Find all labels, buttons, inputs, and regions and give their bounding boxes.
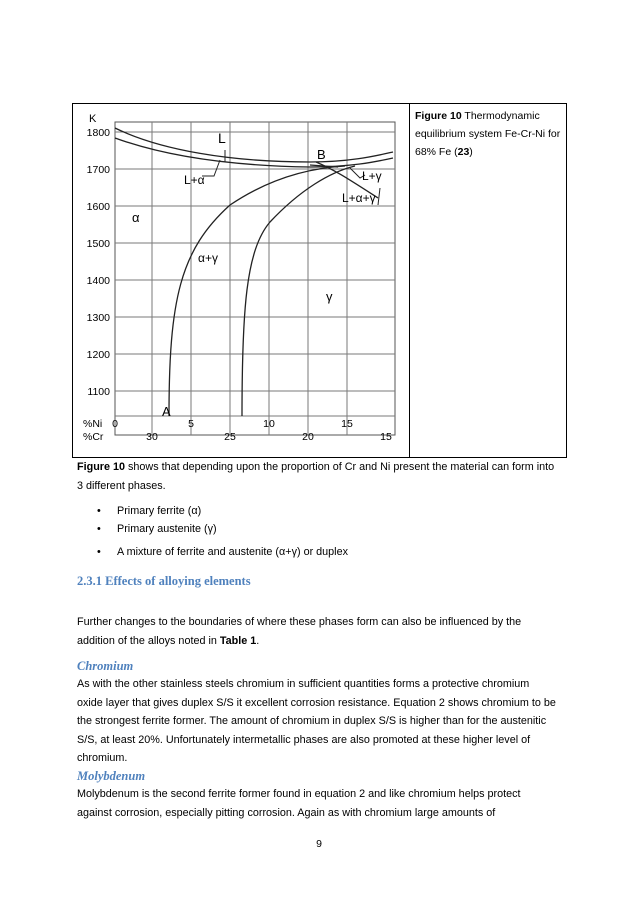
y-tick: 1500 (86, 238, 110, 250)
bullet-item: A mixture of ferrite and austenite (α+γ) or duplex (117, 546, 348, 558)
paragraph-line: Further changes to the boundaries of where these phases form can also be influenced by the (77, 616, 522, 628)
paragraph-line: As with the other stainless steels chromium in sufficient quantities forms a protective chromium (77, 678, 530, 690)
y-tick: 1400 (86, 275, 110, 287)
paragraph-alloys (77, 613, 577, 650)
table-reference: Table 1 (219, 634, 257, 647)
cr-tick: 20 (302, 431, 314, 443)
y-tick-labels (87, 127, 111, 398)
paragraph-text: shows that depending upon the proportion of Cr and Ni present the material can form into (125, 461, 555, 473)
y-tick: 1200 (86, 349, 110, 361)
region-label-l-gamma: L+γ (362, 169, 382, 183)
bullet-item: Primary austenite (γ) (117, 523, 217, 535)
point-label-a: A (162, 404, 171, 419)
paragraph-line: S/S, at least 20%. Unfortunately intermetallic phases are also promoted at these higher level of (77, 733, 531, 746)
ferrite-austenite-boundary-left (169, 166, 345, 416)
paragraph-line: chromium. (77, 752, 128, 764)
molybdenum-paragraph (77, 785, 577, 822)
y-tick: 1100 (87, 386, 110, 398)
chromium-paragraph (77, 675, 577, 768)
caption-close: ) (469, 146, 473, 158)
ni-tick: 15 (341, 418, 353, 430)
paragraph-text: addition of the alloys noted in (77, 634, 220, 647)
liquidus-lower (115, 138, 393, 167)
paragraph-intro (77, 458, 577, 495)
y-tick: 1800 (86, 127, 110, 139)
phase-boundaries (115, 128, 393, 416)
ni-tick: 5 (188, 418, 194, 430)
caption-text: Thermodynamic equilibrium system Fe-Cr-Ni for 68% Fe ( (415, 110, 561, 158)
paragraph-line: 3 different phases. (77, 479, 166, 492)
region-label-alpha: α (132, 210, 140, 225)
point-label-b: B (317, 147, 326, 162)
chromium-heading: Chromium (77, 659, 134, 673)
bullet-icon: • (97, 523, 101, 535)
cr-tick: 15 (380, 431, 392, 443)
region-label-l: L (218, 130, 226, 146)
region-label-l-alpha: L+α (184, 173, 205, 187)
caption-ref: 23 (457, 146, 470, 158)
bullet-icon: • (97, 546, 101, 558)
liquidus-upper (115, 128, 393, 162)
paragraph-line: the strongest ferrite former. The amount of chromium in duplex S/S is higher than for the austenitic (77, 715, 547, 727)
page-number: 9 (316, 838, 322, 850)
molybdenum-heading: Molybdenum (77, 769, 146, 783)
section-heading: 2.3.1 Effects of alloying elements (77, 574, 251, 588)
paragraph-text: . (256, 634, 260, 647)
paragraph-line (77, 458, 577, 477)
paragraph-line: Molybdenum is the second ferrite former found in equation 2 and like chromium helps protect (77, 788, 521, 800)
ferrite-austenite-boundary-right (242, 166, 355, 416)
unit-label: K (89, 113, 97, 125)
bullet-item: Primary ferrite (α) (117, 505, 202, 517)
figure-reference: Figure 10 (77, 461, 126, 473)
y-tick: 1300 (86, 312, 110, 324)
region-label-alpha-gamma: α+γ (198, 251, 218, 265)
x-axis-labels (83, 418, 392, 443)
paragraph-line: oxide layer that gives duplex S/S it excellent corrosion resistance. Equation 2 shows chromium to be (77, 696, 556, 709)
cr-tick: 30 (146, 431, 158, 443)
figure-table-divider (409, 103, 410, 458)
ni-axis-label: %Ni (83, 418, 103, 430)
region-label-gamma: γ (326, 289, 333, 304)
ni-tick: 0 (112, 418, 118, 430)
figure-caption (415, 107, 563, 161)
cr-axis-label: %Cr (83, 431, 104, 443)
y-tick: 1600 (86, 201, 110, 213)
phase-diagram (80, 110, 406, 448)
diagram-grid (115, 122, 395, 435)
caption-label: Figure 10 (415, 110, 462, 122)
paragraph-line (77, 632, 577, 651)
cr-tick: 25 (224, 431, 236, 443)
region-label-l-alpha-gamma: L+α+γ (342, 191, 376, 205)
paragraph-line: against corrosion, especially pitting corrosion. Again as with chromium large amounts of (77, 806, 496, 819)
bullet-icon: • (97, 505, 101, 517)
y-tick: 1700 (86, 164, 110, 176)
ni-tick: 10 (263, 418, 275, 430)
